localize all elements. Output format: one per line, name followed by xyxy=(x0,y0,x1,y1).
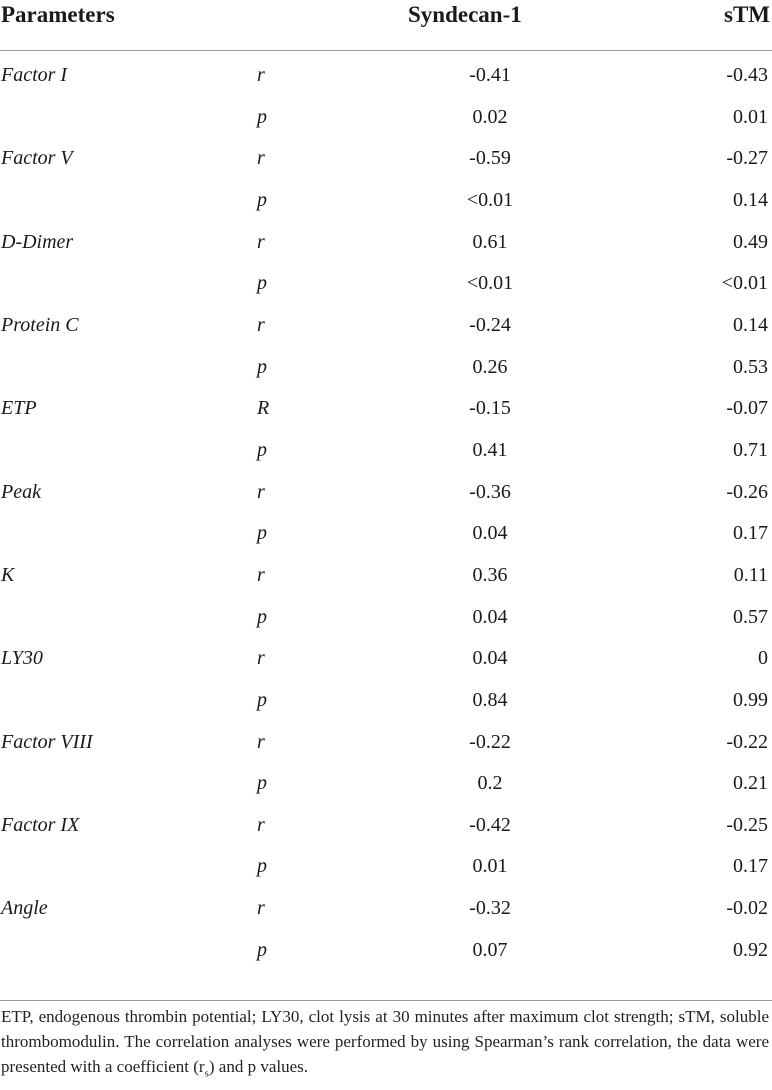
statistic-cell xyxy=(257,897,265,920)
stm-value-cell-text: 0.71 xyxy=(733,438,768,461)
statistic-cell-text: r xyxy=(257,563,265,586)
statistic-cell-text: p xyxy=(257,355,267,378)
syndecan-1-value-cell-text: 0.02 xyxy=(472,105,508,128)
parameter-name-cell-text: Angle xyxy=(1,897,48,920)
statistic-cell xyxy=(257,272,267,295)
statistic-cell-text: p xyxy=(257,188,267,211)
parameter-name-cell-text: ETP xyxy=(1,397,37,420)
stm-value-cell xyxy=(726,397,768,420)
statistic-cell xyxy=(257,772,267,795)
statistic-cell-text: p xyxy=(257,522,267,545)
table-row xyxy=(0,893,772,935)
table-header xyxy=(0,0,772,51)
stm-value-cell xyxy=(726,481,768,504)
table-row xyxy=(0,602,772,644)
stm-value-cell-text: 0.17 xyxy=(733,855,768,878)
stm-value-cell xyxy=(733,106,768,129)
table-row xyxy=(0,685,772,727)
stm-value-cell-text: 0.21 xyxy=(733,772,768,795)
statistic-cell-text: r xyxy=(257,813,265,836)
statistic-cell xyxy=(257,64,265,87)
footnote-text: ETP, endogenous thrombin potential; LY30, clot lysis at 30 minutes after maximum clot strength; sTM, soluble thrombomodulin. The correlation analyses were performed by using Spearman’s rank correlation, the data were presented with a coefficient (r xyxy=(1,1007,769,1076)
statistic-cell xyxy=(257,147,265,170)
table-row xyxy=(0,810,772,852)
stm-value-cell xyxy=(733,606,768,629)
parameter-name-cell xyxy=(1,481,41,504)
stm-value-cell-text: 0.17 xyxy=(733,522,768,545)
statistic-cell xyxy=(257,481,265,504)
stm-value-cell xyxy=(726,64,768,87)
table-row xyxy=(0,268,772,310)
statistic-cell-text: p xyxy=(257,688,267,711)
table-row xyxy=(0,435,772,477)
syndecan-1-value-cell-text: 0.41 xyxy=(472,438,508,461)
stm-value-cell xyxy=(726,814,768,837)
statistic-cell xyxy=(257,606,267,629)
stm-value-cell xyxy=(733,689,768,712)
statistic-cell xyxy=(257,939,267,962)
stm-value-cell xyxy=(734,564,768,587)
statistic-cell xyxy=(257,439,267,462)
statistic-cell xyxy=(257,522,267,545)
statistic-cell-text: p xyxy=(257,772,267,795)
syndecan-1-value-cell-text: 0.36 xyxy=(472,563,508,586)
stm-value-cell-text: -0.07 xyxy=(726,397,768,420)
statistic-cell xyxy=(257,106,267,129)
stm-value-cell xyxy=(758,647,768,670)
table-row xyxy=(0,143,772,185)
table-row xyxy=(0,727,772,769)
stm-value-cell xyxy=(733,439,768,462)
table-row xyxy=(0,643,772,685)
stm-value-cell-text: 0.49 xyxy=(733,230,768,253)
statistic-cell xyxy=(257,314,265,337)
statistic-cell-text: r xyxy=(257,480,265,503)
footnote-text-end: ) and p values. xyxy=(208,1057,309,1076)
stm-value-cell-text: -0.26 xyxy=(726,480,768,503)
parameter-name-cell-text: LY30 xyxy=(1,647,43,670)
statistic-cell-text: r xyxy=(257,730,265,753)
statistic-cell xyxy=(257,564,265,587)
table-bottom-rule xyxy=(0,1000,772,1001)
stm-value-cell xyxy=(726,897,768,920)
parameter-name-cell-text: Protein C xyxy=(1,313,79,336)
parameter-name-cell-text: Factor V xyxy=(1,147,73,170)
parameter-name-cell xyxy=(1,897,48,920)
syndecan-1-value-cell-text: 0.04 xyxy=(472,522,508,545)
syndecan-1-value-cell-text: 0.04 xyxy=(472,647,508,670)
syndecan-1-value-cell-text: 0.07 xyxy=(472,938,508,961)
statistic-cell xyxy=(257,689,267,712)
table-body xyxy=(0,60,772,976)
stm-value-cell-text: -0.27 xyxy=(726,147,768,170)
statistic-cell-text: r xyxy=(257,147,265,170)
syndecan-1-value-cell-text: -0.41 xyxy=(469,64,511,86)
statistic-cell-text: R xyxy=(257,397,270,420)
statistic-cell xyxy=(257,356,267,379)
stm-value-cell xyxy=(726,731,768,754)
parameter-name-cell xyxy=(1,814,79,837)
stm-value-cell xyxy=(733,231,768,254)
stm-value-cell xyxy=(733,772,768,795)
syndecan-1-value-cell-text: 0.26 xyxy=(472,355,508,378)
syndecan-1-value-cell-text: <0.01 xyxy=(466,188,514,211)
parameter-name-cell xyxy=(1,147,73,170)
syndecan-1-value-cell-text: <0.01 xyxy=(466,272,514,295)
parameter-name-cell xyxy=(1,64,67,87)
statistic-cell-text: r xyxy=(257,230,265,253)
parameter-name-cell xyxy=(1,731,93,754)
stm-value-cell-text: 0.14 xyxy=(733,313,768,336)
statistic-cell-text: p xyxy=(257,938,267,961)
stm-value-cell xyxy=(733,522,768,545)
header-stm: sTM xyxy=(724,2,770,27)
statistic-cell xyxy=(257,731,265,754)
statistic-cell xyxy=(257,231,265,254)
parameter-name-cell xyxy=(1,647,43,670)
stm-value-cell-text: 0.53 xyxy=(733,355,768,378)
syndecan-1-value-cell-text: 0.01 xyxy=(472,855,508,878)
syndecan-1-value-cell-text: -0.15 xyxy=(469,397,511,420)
statistic-cell-text: p xyxy=(257,438,267,461)
table-row xyxy=(0,477,772,519)
stm-value-cell xyxy=(722,272,768,295)
parameter-name-cell-text: K xyxy=(1,563,15,586)
stm-value-cell-text: -0.43 xyxy=(726,64,768,86)
stm-value-cell-text: 0.57 xyxy=(733,605,768,628)
statistic-cell-text: r xyxy=(257,64,265,86)
syndecan-1-value-cell-text: 0.2 xyxy=(477,772,503,795)
table-row xyxy=(0,310,772,352)
syndecan-1-value-cell-text: -0.42 xyxy=(469,813,511,836)
syndecan-1-value-cell-text: -0.22 xyxy=(469,730,511,753)
stm-value-cell-text: 0.14 xyxy=(733,188,768,211)
table-row xyxy=(0,560,772,602)
stm-value-cell-text: 0 xyxy=(758,647,768,670)
header-syndecan-1: Syndecan-1 xyxy=(408,2,522,27)
parameter-name-cell xyxy=(1,231,73,254)
statistic-cell xyxy=(257,397,269,420)
stm-value-cell xyxy=(733,314,768,337)
statistic-cell xyxy=(257,647,265,670)
syndecan-1-value-cell-text: -0.32 xyxy=(469,897,511,920)
stm-value-cell-text: 0.01 xyxy=(733,105,768,128)
syndecan-1-value-cell-text: 0.84 xyxy=(472,688,508,711)
syndecan-1-value-cell-text: -0.24 xyxy=(469,313,511,336)
parameter-name-cell xyxy=(1,397,37,420)
stm-value-cell xyxy=(733,855,768,878)
stm-value-cell-text: -0.02 xyxy=(726,897,768,920)
table-row xyxy=(0,518,772,560)
parameter-name-cell-text: D-Dimer xyxy=(1,230,74,253)
statistic-cell-text: r xyxy=(257,647,265,670)
stm-value-cell xyxy=(726,147,768,170)
syndecan-1-value-cell-text: -0.59 xyxy=(469,147,511,170)
table-footnote xyxy=(1,1004,769,1079)
statistic-cell xyxy=(257,855,267,878)
header-parameters: Parameters xyxy=(1,2,115,27)
stm-value-cell-text: 0.99 xyxy=(733,688,768,711)
table-row xyxy=(0,60,772,102)
table-row xyxy=(0,102,772,144)
statistic-cell-text: p xyxy=(257,105,267,128)
syndecan-1-value-cell-text: 0.61 xyxy=(472,230,508,253)
statistic-cell xyxy=(257,814,265,837)
parameter-name-cell-text: Factor VIII xyxy=(1,730,93,753)
table-row xyxy=(0,352,772,394)
stm-value-cell-text: 0.92 xyxy=(733,938,768,961)
footnote-subscript: s xyxy=(204,1067,209,1080)
table-row xyxy=(0,185,772,227)
stm-value-cell-text: -0.25 xyxy=(726,813,768,836)
stm-value-cell-text: 0.11 xyxy=(733,563,768,586)
table-row xyxy=(0,851,772,893)
stm-value-cell xyxy=(733,189,768,212)
statistic-cell-text: p xyxy=(257,855,267,878)
table-row xyxy=(0,935,772,977)
table-row xyxy=(0,227,772,269)
parameter-name-cell-text: Peak xyxy=(1,480,41,503)
statistic-cell-text: p xyxy=(257,605,267,628)
parameter-name-cell xyxy=(1,314,79,337)
parameter-name-cell xyxy=(1,564,14,587)
statistic-cell-text: r xyxy=(257,897,265,920)
parameter-name-cell-text: Factor IX xyxy=(1,813,80,836)
stm-value-cell-text: -0.22 xyxy=(726,730,768,753)
table-row xyxy=(0,393,772,435)
parameter-name-cell-text: Factor I xyxy=(1,64,68,86)
syndecan-1-value-cell-text: -0.36 xyxy=(469,480,511,503)
stm-value-cell xyxy=(733,939,768,962)
stm-value-cell-text: <0.01 xyxy=(721,272,768,295)
statistic-cell-text: p xyxy=(257,272,267,295)
syndecan-1-value-cell-text: 0.04 xyxy=(472,605,508,628)
statistic-cell xyxy=(257,189,267,212)
statistic-cell-text: r xyxy=(257,313,265,336)
table-row xyxy=(0,768,772,810)
stm-value-cell xyxy=(733,356,768,379)
